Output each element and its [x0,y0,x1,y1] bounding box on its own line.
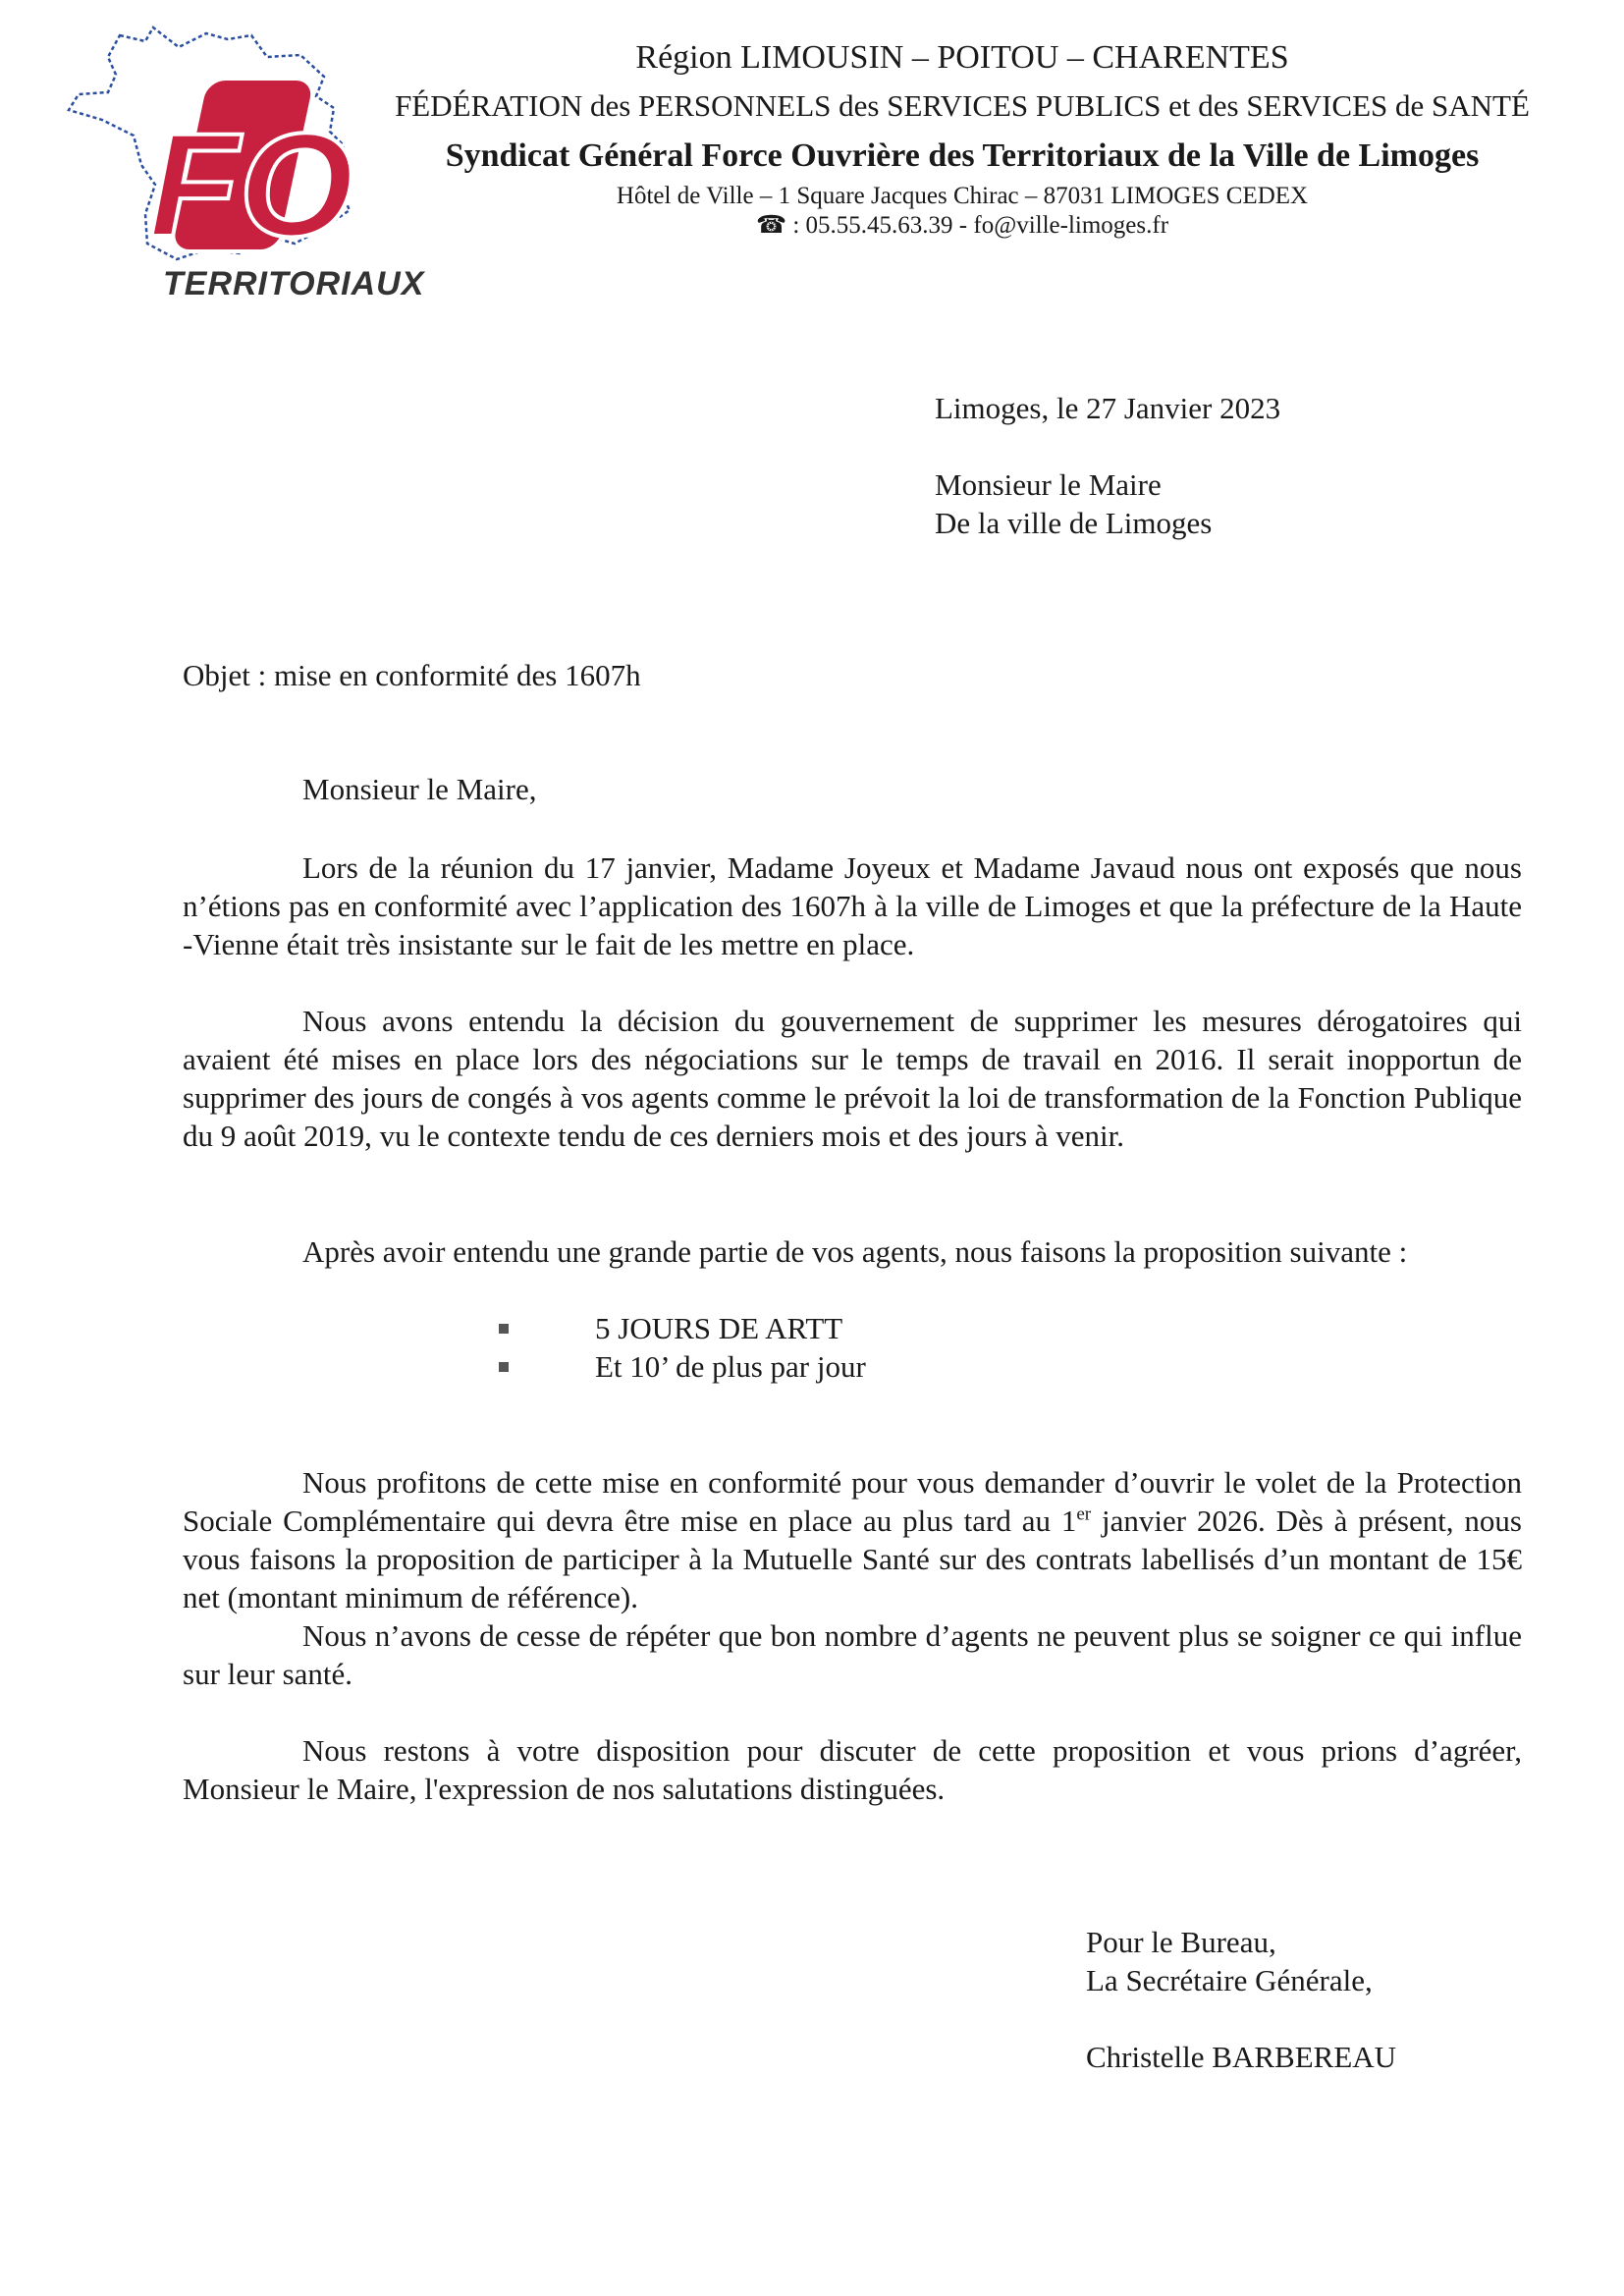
proposal-text: 5 JOURS DE ARTT [595,1311,843,1345]
body-paragraph: Après avoir entendu une grande partie de vos agents, nous faisons la proposition suivante : [302,1234,1408,1269]
fo-logo [59,18,425,312]
letter-object: Objet : mise en conformité des 1607h [183,658,641,692]
body-paragraph: Nous n’avons de cesse de répéter que bon nombre d’agents ne peuvent plus se soigner ce qui influe sur leur santé. [183,1618,1522,1691]
letterhead-address: Hôtel de Ville – 1 Square Jacques Chirac – 87031 LIMOGES CEDEX [616,183,1309,209]
body-paragraph: Lors de la réunion du 17 janvier, Madame Joyeux et Madame Javaud nous ont exposés que nous n’étions pas en conformité avec l’application des 1607h à la ville de Limoges et que la préfecture de la Haute -Vienne était très insistante sur le fait de les mettre en place. [183,850,1522,961]
letterhead-region: Région LIMOUSIN – POITOU – CHARENTES [635,39,1289,76]
psc-text-before: Nous profitons de cette mise en conformité pour vous demander d’ouvrir le volet de la Protection Sociale Complémentaire qui devra être mise en place au plus tard au 1 [183,1465,1522,1538]
closing-line: La Secrétaire Générale, [1086,1963,1373,1997]
france-map-icon [59,18,412,273]
letterhead-syndicat: Syndicat Général Force Ouvrière des Territoriaux de la Ville de Limoges [445,137,1480,174]
proposal-text: Et 10’ de plus par jour [595,1349,866,1384]
recipient-line: Monsieur le Maire [935,467,1162,502]
recipient-line: De la ville de Limoges [935,506,1213,540]
psc-superscript: er [1076,1503,1092,1525]
bullet-icon [499,1324,509,1334]
body-paragraph: Nous avons entendu la décision du gouvernement de supprimer les mesures dérogatoires qui avaient été mises en place lors des négociations sur le temps de travail en 2016. Il serait inopportun de supprimer des jours de congés à vos agents comme le prévoit la loi de transformation de la Fonction Publique du 9 août 2019, vu le contexte tendu de ces derniers mois et des jours à venir. [183,1004,1522,1153]
psc-text-after: janvier 2026. Dès à présent, nous vous faisons la proposition de participer à la Mutuelle Santé sur des contrats labellisés d’un montant de 15€ net (montant minimum de référence). [183,1503,1522,1614]
phone-icon: ☎ [755,212,787,239]
letterhead-federation: FÉDÉRATION des PERSONNELS des SERVICES PUBLICS et des SERVICES de SANTÉ [395,88,1530,123]
list-item [497,1309,866,1347]
body-paragraph: Nous restons à votre disposition pour discuter de cette proposition et vous prions d’agréer, Monsieur le Maire, l'expression de nos salutations distinguées. [183,1733,1522,1806]
body-paragraph-psc [183,1463,1522,1616]
proposal-list [497,1309,866,1386]
bullet-icon [499,1362,509,1372]
contact-details: : 05.55.45.63.39 - fo@ville-limoges.fr [792,212,1169,239]
closing-line: Pour le Bureau, [1086,1925,1276,1959]
letter-date: Limoges, le 27 Janvier 2023 [935,391,1281,425]
logo-caption: TERRITORIAUX [163,265,425,302]
closing-block [1086,1923,1373,1999]
list-item [497,1347,866,1386]
letter-salutation: Monsieur le Maire, [302,772,537,806]
fo-logo-text: FO [148,102,354,267]
recipient-block [935,465,1212,542]
signatory-name: Christelle BARBEREAU [1086,2040,1397,2074]
letterhead-contact [373,210,1551,240]
